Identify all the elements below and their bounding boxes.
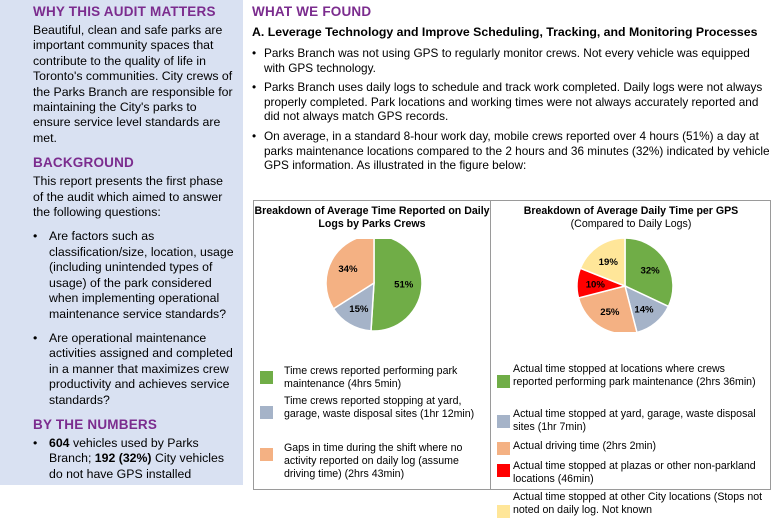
background-heading: BACKGROUND (33, 155, 134, 171)
pie-value-label: 25% (600, 307, 620, 319)
question-list (33, 229, 235, 407)
legend-entry: Gaps in time during the shift where no activity reported on daily log (assume driving time) (2hrs 43min) (284, 442, 463, 480)
legend-swatch (260, 371, 273, 384)
why-text: Beautiful, clean and safe parks are important community spaces that contribute to the quality of life in Toronto's communities. City crews of the Parks Branch are responsible for maintaining the City's parks to ensure service level standards are met. (33, 23, 233, 145)
pie-value-label: 51% (394, 279, 414, 291)
pie-value-label: 15% (349, 304, 369, 316)
finding-item: • On average, in a standard 8-hour work day, mobile crews reported over 4 hours (51%) a day at parks maintenance locations compared to the 2 hours and 36 minutes (32%) indicated by vehicle GPS information. As illustrated in the figure below: (252, 129, 772, 173)
legend-swatch (497, 505, 510, 518)
question-item: • Are operational maintenance activities assigned and completed in a manner that maximizes crew productivity and achieves service standards? (33, 331, 235, 408)
sidebar (0, 0, 243, 485)
legend-entry: Actual time stopped at locations where crews reported performing park maintenance (2hrs 36min) (513, 363, 756, 388)
vehicle-text: vehicles used by Parks Branch; (49, 435, 199, 466)
finding-subheading: A. Leverage Technology and Improve Scheduling, Tracking, and Monitoring Processes (252, 25, 758, 39)
legend-entry: Time crews reported performing park maintenance (4hrs 5min) (284, 365, 458, 390)
legend-entry: Actual time stopped at yard, garage, waste disposal sites (1hr 7min) (513, 408, 756, 433)
pie-value-label: 10% (585, 279, 605, 291)
pie-value-label: 34% (338, 264, 358, 276)
numbers-list (33, 436, 235, 482)
chart-title: Breakdown of Average Time Reported on Daily Logs by Parks Crews (254, 205, 490, 230)
legend-entry: Time crews reported stopping at yard, garage, waste disposal sites (1hr 12min) (284, 395, 475, 420)
finding-list (252, 46, 772, 173)
no-gps-count: 192 (32%) (94, 451, 152, 466)
no-gps-text: City vehicles do not have GPS installed (49, 451, 224, 481)
legend-entry: Actual driving time (2hrs 2min) (513, 440, 657, 452)
why-heading: WHY THIS AUDIT MATTERS (33, 4, 216, 19)
finding-item: • Parks Branch was not using GPS to regularly monitor crews. Not every vehicle was equipped with GPS technology. (252, 46, 772, 75)
legend-entry: Actual time stopped at other City locations (Stops not noted on daily log. Not known (513, 491, 763, 516)
legend-swatch (260, 406, 273, 419)
question-item: • Are factors such as classification/size, location, usage (including unintended types of usage) of the park considered when implementing operational maintenance service standards? (33, 229, 235, 321)
background-text: This report presents the first phase of the audit which aimed to answer the following questions: (33, 174, 224, 220)
legend-swatch (497, 464, 510, 477)
legend-swatch (260, 448, 273, 461)
found-heading: WHAT WE FOUND (252, 4, 372, 19)
daily-log-pie-chart (254, 239, 490, 339)
pie-value-label: 32% (640, 265, 660, 277)
legend-entry: Actual time stopped at plazas or other non-parkland locations (46min) (513, 460, 756, 485)
legend-swatch (497, 442, 510, 455)
vehicle-count: 604 (49, 435, 70, 450)
daily-log-panel (254, 201, 490, 489)
gps-panel (491, 201, 771, 516)
finding-item: • Parks Branch uses daily logs to schedule and track work completed. Daily logs were not always properly completed. Park locations and working times were not always accurately reported and did not always match GPS records. (252, 80, 772, 124)
pie-value-label: 19% (598, 256, 618, 268)
chart-title: Breakdown of Average Daily Time per GPS (523, 205, 739, 217)
legend-swatch (497, 375, 510, 388)
number-item (33, 436, 235, 482)
comparison-figure (253, 200, 771, 516)
pie-value-label: 14% (634, 304, 654, 316)
legend-swatch (497, 415, 510, 428)
chart-subtitle: (Compared to Daily Logs) (570, 218, 692, 230)
numbers-heading: BY THE NUMBERS (33, 416, 158, 432)
gps-pie-chart (491, 232, 771, 332)
